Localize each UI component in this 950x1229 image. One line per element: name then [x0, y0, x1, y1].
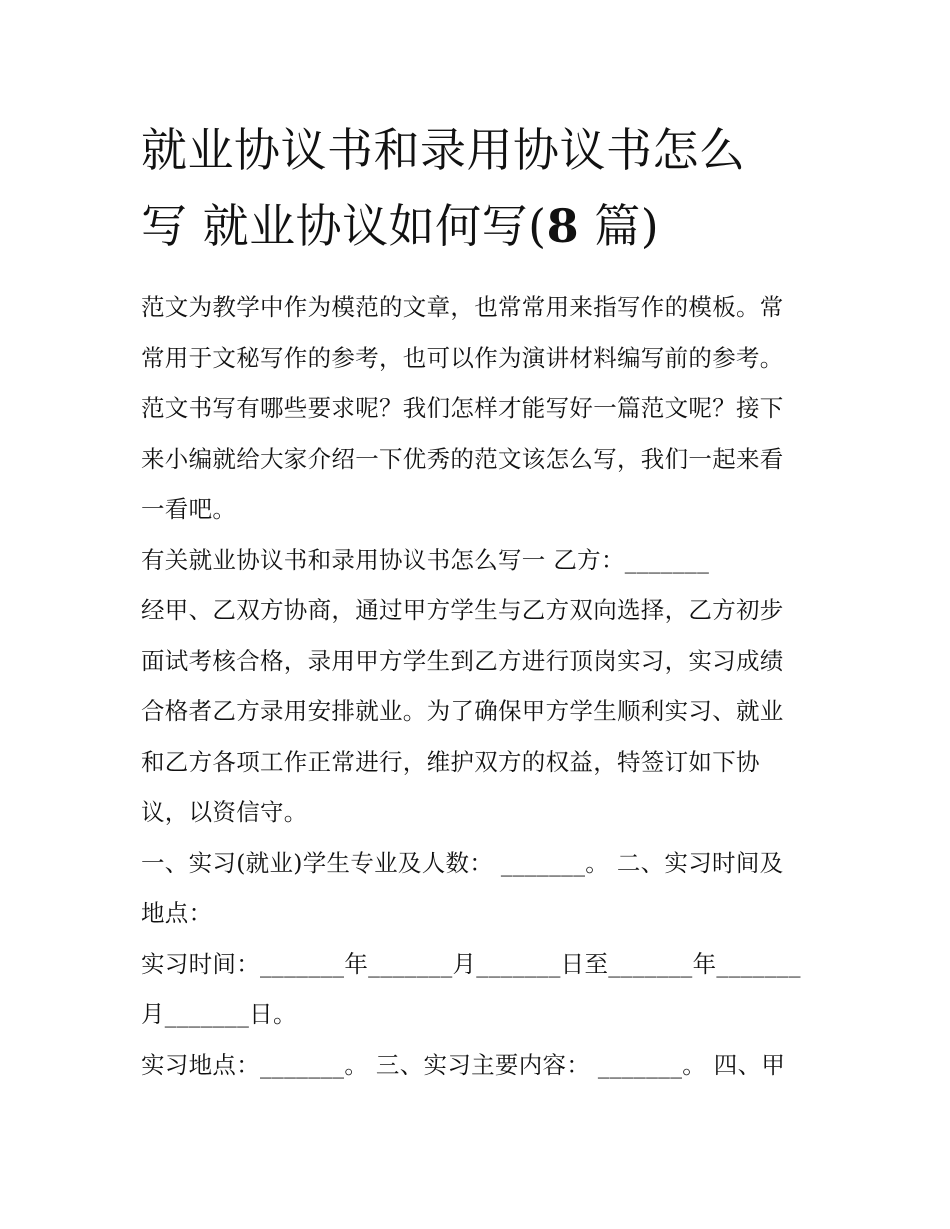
body-line-13: 地点： [141, 899, 213, 927]
document-content [141, 112, 821, 1090]
body-line-16: 实习地点：_______。 三、实习主要内容： _______。 四、甲 [141, 1050, 786, 1079]
body-line-11: 议，以资信守。 [141, 798, 308, 826]
title-line-1: 就业协议书和录用协议书怎么 [141, 123, 746, 177]
body-line-8: 面试考核合格，录用甲方学生到乙方进行顶岗实习，实习成绩 [141, 646, 784, 675]
body-line-10: 和乙方各项工作正常进行，维护双方的权益，特签订如下协 [141, 747, 760, 776]
body-line-9: 合格者乙方录用安排就业。为了确保甲方学生顺利实习、就业 [141, 697, 784, 725]
body-line-12: 一、实习(就业)学生专业及人数： _______。 二、实习时间及 [141, 848, 784, 877]
document-body [141, 282, 821, 1090]
title-line-2b: 篇) [579, 199, 660, 253]
body-line-3: 范文书写有哪些要求呢？我们怎样才能写好一篇范文呢？接下 [141, 394, 784, 422]
body-line-1: 范文为教学中作为模范的文章，也常常用来指写作的模板。常 [141, 293, 784, 321]
body-line-2: 常用于文秘写作的参考，也可以作为演讲材料编写前的参考。 [141, 343, 784, 372]
title-count: 8 [546, 199, 580, 253]
body-line-15: 月_______日。 [141, 1000, 297, 1028]
body-line-5: 一看吧。 [141, 495, 237, 523]
body-line-14: 实习时间：_______年_______月_______日至_______年_______ [141, 949, 801, 978]
body-line-6: 有关就业协议书和录用协议书怎么写一 乙方：_______ [141, 545, 710, 574]
document-title [141, 112, 821, 264]
body-line-7: 经甲、乙双方协商，通过甲方学生与乙方双向选择，乙方初步 [141, 596, 784, 624]
body-line-4: 来小编就给大家介绍一下优秀的范文该怎么写，我们一起来看 [141, 444, 784, 473]
title-line-2a: 写 就业协议如何写( [141, 199, 547, 253]
